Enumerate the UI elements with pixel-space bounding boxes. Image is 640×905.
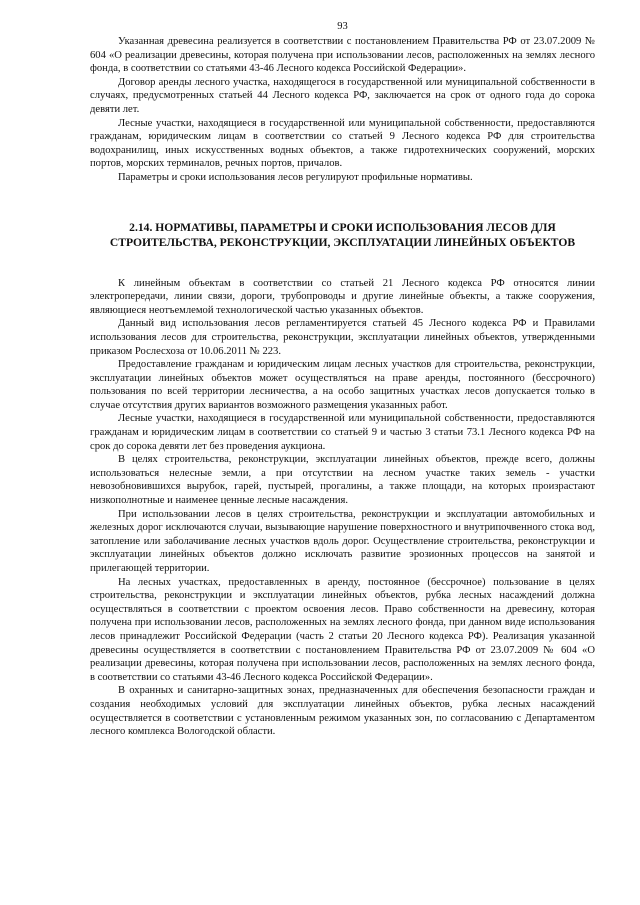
- paragraph-logging: На лесных участках, предоставленных в аренду, постоянное (бессрочное) пользование в целях строительства, реконструкции и эксплуатации линейных объектов, рубка лесных насаждений должна осуществляться в соответствии с проектом освоения лесов. Право собственности на древесину, которая получена при использовании лесов, расположенных на землях лесного фонда, при данном виде использования лесов принадлежит Российской Федерации (часть 2 статьи 20 Лесного кодекса РФ). Реализация указанной древесины осуществляется в соответствии с постановлением Правительства РФ от 23.07.2009 № 604 «О реализации древесины, которая получена при использовании лесов, расположенных на землях лесного фонда, в соответствии со статьями 43-46 Лесного кодекса Российской Федерации».: [90, 576, 595, 683]
- document-page: [90, 20, 595, 739]
- paragraph-lease-term: Договор аренды лесного участка, находящегося в государственной или муниципальной собственности в случаях, предусмотренных статьей 44 Лесного кодекса РФ, заключается на срок от одного года до сорока девяти лет.: [90, 76, 595, 115]
- paragraph-linear-objects: К линейным объектам в соответствии со статьей 21 Лесного кодекса РФ относятся линии электропередачи, линии связи, дороги, трубопроводы и другие линейные объекты, а также сооружения, являющиеся неотъемлемой технологической частью указанных объектов.: [90, 277, 595, 316]
- paragraph-roads: При использовании лесов в целях строительства, реконструкции и эксплуатации автомобильных и железных дорог исключаются случаи, вызывающие нарушение поверхностного и внутрипочвенного стока вод, затопление или заболачивание лесных участков вдоль дорог. Осуществление строительства, реконструкции и эксплуатации линейных объектов должно исключать развитие эрозионных процессов на занятой и прилегающей территории.: [90, 508, 595, 574]
- paragraph-timber-sale: Указанная древесина реализуется в соответствии с постановлением Правительства РФ от 23.07.2009 № 604 «О реализации древесины, которая получена при использовании лесов, расположенных на землях лесного фонда, в соответствии со статьями 43-46 Лесного кодекса Российской Федерации».: [90, 36, 595, 75]
- paragraph-non-forest-lands: В целях строительства, реконструкции, эксплуатации линейных объектов, прежде всего, должны использоваться нелесные земли, а при отсутствии на лесном участке таких земель - участки невозобновившихся вырубок, гарей, пустырей, прогалины, а также площади, на которых произрастают низкополнотные и наименее ценные лесные насаждения.: [90, 454, 595, 507]
- paragraph-parameters-note: Параметры и сроки использования лесов регулируют профильные нормативы.: [118, 171, 473, 183]
- paragraph-protection-zones: В охранных и санитарно-защитных зонах, предназначенных для обеспечения безопасности граждан и создания необходимых условий для эксплуатации линейных объектов, рубка лесных насаждений осуществляется в соответствии с установленным режимом указанных зон, по согласованию с Департаментом лесного комплекса Вологодской области.: [90, 685, 595, 738]
- page-number: 93: [337, 21, 348, 32]
- paragraph-provision: Предоставление гражданам и юридическим лицам лесных участков для строительства, реконструкции, эксплуатации линейных объектов может осуществляться на праве аренды, постоянного (бессрочного) пользования по всей территории лесничества, а на особо защитных участках лесов допускается только в случае отсутствия других вариантов возможного размещения указанных работ.: [90, 359, 595, 411]
- paragraph-regulation: Данный вид использования лесов регламентируется статьей 45 Лесного кодекса РФ и Правилами использования лесов для строительства, реконструкции, эксплуатации линейных объектов, утвержденными приказом Рослесхоза от 10.06.2011 № 223.: [90, 318, 595, 357]
- paragraph-reservoir-plots: Лесные участки, находящиеся в государственной или муниципальной собственности, предоставляются гражданам, юридическим лицам в соответствии со статьей 9 Лесного кодекса РФ для строительства водохранилищ, иных искусственных водных объектов, а также гидротехнических сооружений, морских портов, морских терминалов, речных портов, причалов.: [90, 117, 595, 170]
- paragraph-plots-term: Лесные участки, находящиеся в государственной или муниципальной собственности, предоставляются гражданам и юридическим лицам в соответствии со статьей 9 и частью 3 статьи 73.1 Лесного кодекса РФ на срок до сорока девяти лет без проведения аукциона.: [90, 413, 595, 452]
- section-heading: 2.14. НОРМАТИВЫ, ПАРАМЕТРЫ И СРОКИ ИСПОЛЬЗОВАНИЯ ЛЕСОВ ДЛЯ СТРОИТЕЛЬСТВА, РЕКОНСТРУКЦИИ, ЭКСПЛУАТАЦИИ ЛИНЕЙНЫХ ОБЪЕКТОВ: [109, 220, 576, 249]
